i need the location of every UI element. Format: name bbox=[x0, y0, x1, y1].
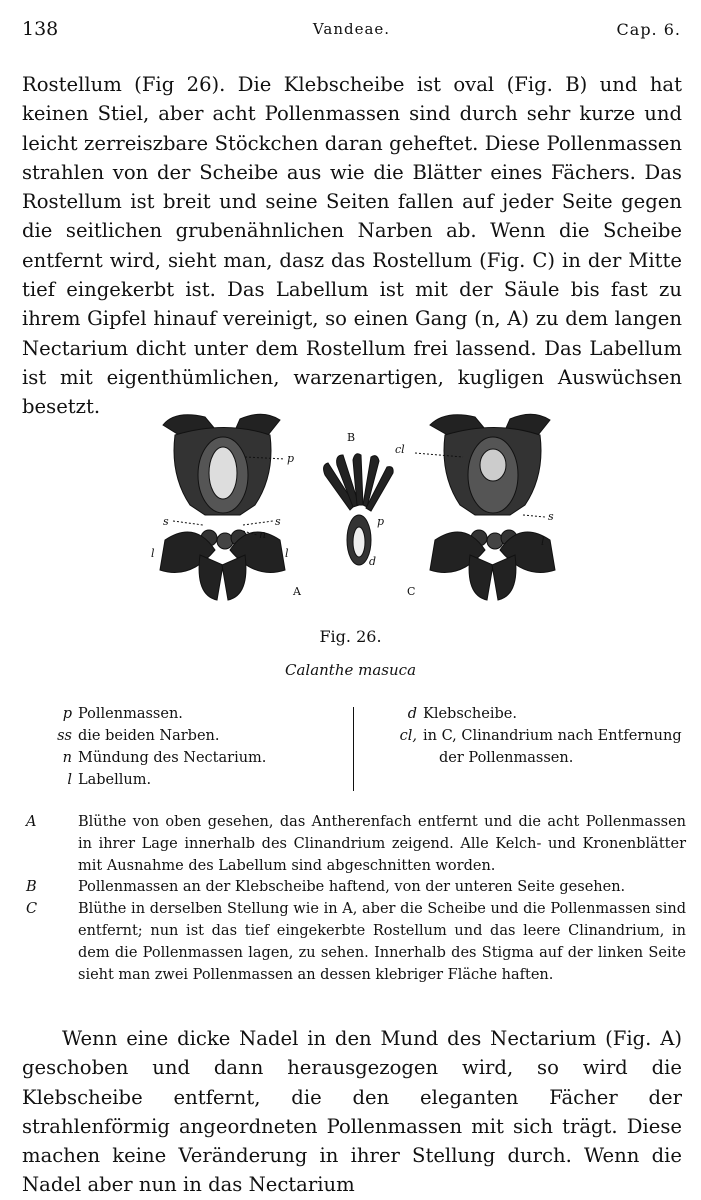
callout-n: n bbox=[259, 528, 267, 541]
callout-s-left: s bbox=[163, 515, 169, 528]
legend-divider bbox=[353, 707, 354, 791]
callout-l-right: l bbox=[285, 547, 289, 560]
callout-cl: cl bbox=[395, 443, 405, 456]
flower-c-drawing bbox=[430, 414, 555, 600]
panel-label-a: A bbox=[293, 585, 301, 598]
body-paragraph-1: Rostellum (Fig 26). Die Klebscheibe ist oval (Fig. B) und hat keinen Stiel, aber acht Pollenmassen sind durch sehr kurze und leicht zerreiszbare Stöckchen daran geheftet. Diese Pollenmassen strahlen von der Scheibe aus wie die Blätter eines Fächers. Das Rostellum ist breit und seine Seiten fallen auf jeder Seite gegen die seitlichen grubenähnlichen Narben ab. Wenn die Scheibe entfernt wird, sieht man, dasz das Rostellum (Fig. C) in der Mitte tief eingekerbt ist. Das Labellum ist mit der Säule bis fast zu ihrem Gipfel hinauf vereinigt, so einen Gang (n, A) zu dem langen Nectarium dicht unter dem Rostellum frei lassend. Das Labellum ist mit eigenthümlichen, warzenartigen, kugligen Auswüchsen besetzt. bbox=[22, 73, 682, 419]
legend-text: Labellum. bbox=[78, 772, 152, 788]
callout-p: p bbox=[287, 452, 295, 465]
pollinia-fan-drawing bbox=[324, 454, 394, 565]
legend-key: n bbox=[62, 750, 72, 766]
legend-key: cl, bbox=[399, 728, 417, 744]
legend-text: Klebscheibe. bbox=[423, 706, 517, 722]
legend-row bbox=[395, 703, 695, 725]
callout-c-s: s bbox=[548, 510, 554, 523]
description-text: Pollenmassen an der Klebscheibe haftend, von der unteren Seite gesehen. bbox=[78, 879, 626, 896]
description-item bbox=[26, 877, 686, 899]
legend-text: die beiden Narben. bbox=[78, 728, 220, 744]
figure-caption: Fig. 26. bbox=[319, 627, 382, 646]
callout-b-p: p bbox=[377, 515, 385, 528]
description-item bbox=[26, 812, 686, 877]
page-header bbox=[22, 18, 681, 44]
figure-species: Calanthe masuca bbox=[284, 661, 417, 679]
callout-b-d: d bbox=[369, 555, 377, 568]
legend-key: l bbox=[67, 772, 72, 788]
orchid-engraving bbox=[145, 405, 565, 615]
legend-text: Mündung des Nectarium. bbox=[78, 750, 267, 766]
body-paragraph-2: Wenn eine dicke Nadel in den Mund des Nectarium (Fig. A) geschoben und dann herausgezogen wird, so wird die Klebscheibe entfernt, die den eleganten Fächer der strahlenförmig angeordneten Pollenmassen mit sich trägt. Diese machen keine Veränderung in ihrer Stellung durch. Wenn die Nadel aber nun in das Nectarium bbox=[22, 1027, 682, 1197]
legend-row bbox=[395, 725, 695, 747]
panel-label-b: B bbox=[347, 431, 356, 444]
callout-l-left: l bbox=[151, 547, 155, 560]
figure-descriptions bbox=[26, 812, 686, 986]
figure-illustration bbox=[145, 405, 565, 615]
callout-c-l: l bbox=[541, 535, 545, 548]
legend-key: ss bbox=[57, 728, 72, 744]
legend-text: in C, Clinandrium nach Entfernung bbox=[423, 728, 682, 744]
description-text: Blüthe in derselben Stellung wie in A, aber die Scheibe und die Pollenmassen sind entfernt; nun ist das tief eingekerbte Rostellum und das leere Clinandrium, in dem die Pollenmassen lagen, zu sehen. Innerhalb des Stigma auf der linken Seite sieht man zwei Pollenmassen an dessen klebriger Fläche haften. bbox=[78, 901, 686, 983]
legend-left-column bbox=[50, 703, 350, 791]
legend-row bbox=[50, 769, 350, 791]
description-label: B bbox=[26, 879, 37, 896]
running-title: Vandeae. bbox=[312, 20, 391, 38]
description-label: C bbox=[26, 901, 38, 918]
description-item bbox=[26, 899, 686, 986]
legend-key: d bbox=[407, 706, 417, 722]
description-label: A bbox=[26, 814, 37, 830]
legend-right-column bbox=[395, 703, 695, 769]
legend-key: p bbox=[62, 706, 72, 722]
description-text: Blüthe von oben gesehen, das Antherenfach entfernt und die acht Pollenmassen in ihrer Lage innerhalb des Clinandrium zeigend. Alle Kelch- und Kronenblätter mit Ausnahme des Labellum sind abgeschnitten worden. bbox=[78, 814, 686, 874]
legend-text: der Pollenmassen. bbox=[439, 750, 574, 766]
chapter-label: Cap. 6. bbox=[616, 20, 681, 39]
callout-s-right: s bbox=[275, 515, 281, 528]
legend-row bbox=[50, 747, 350, 769]
legend-text: Pollenmassen. bbox=[78, 706, 183, 722]
flower-a-drawing bbox=[160, 414, 285, 600]
panel-label-c: C bbox=[407, 585, 416, 598]
legend-row bbox=[395, 747, 695, 769]
legend-row bbox=[50, 703, 350, 725]
page-number: 138 bbox=[22, 18, 59, 40]
legend-row bbox=[50, 725, 350, 747]
